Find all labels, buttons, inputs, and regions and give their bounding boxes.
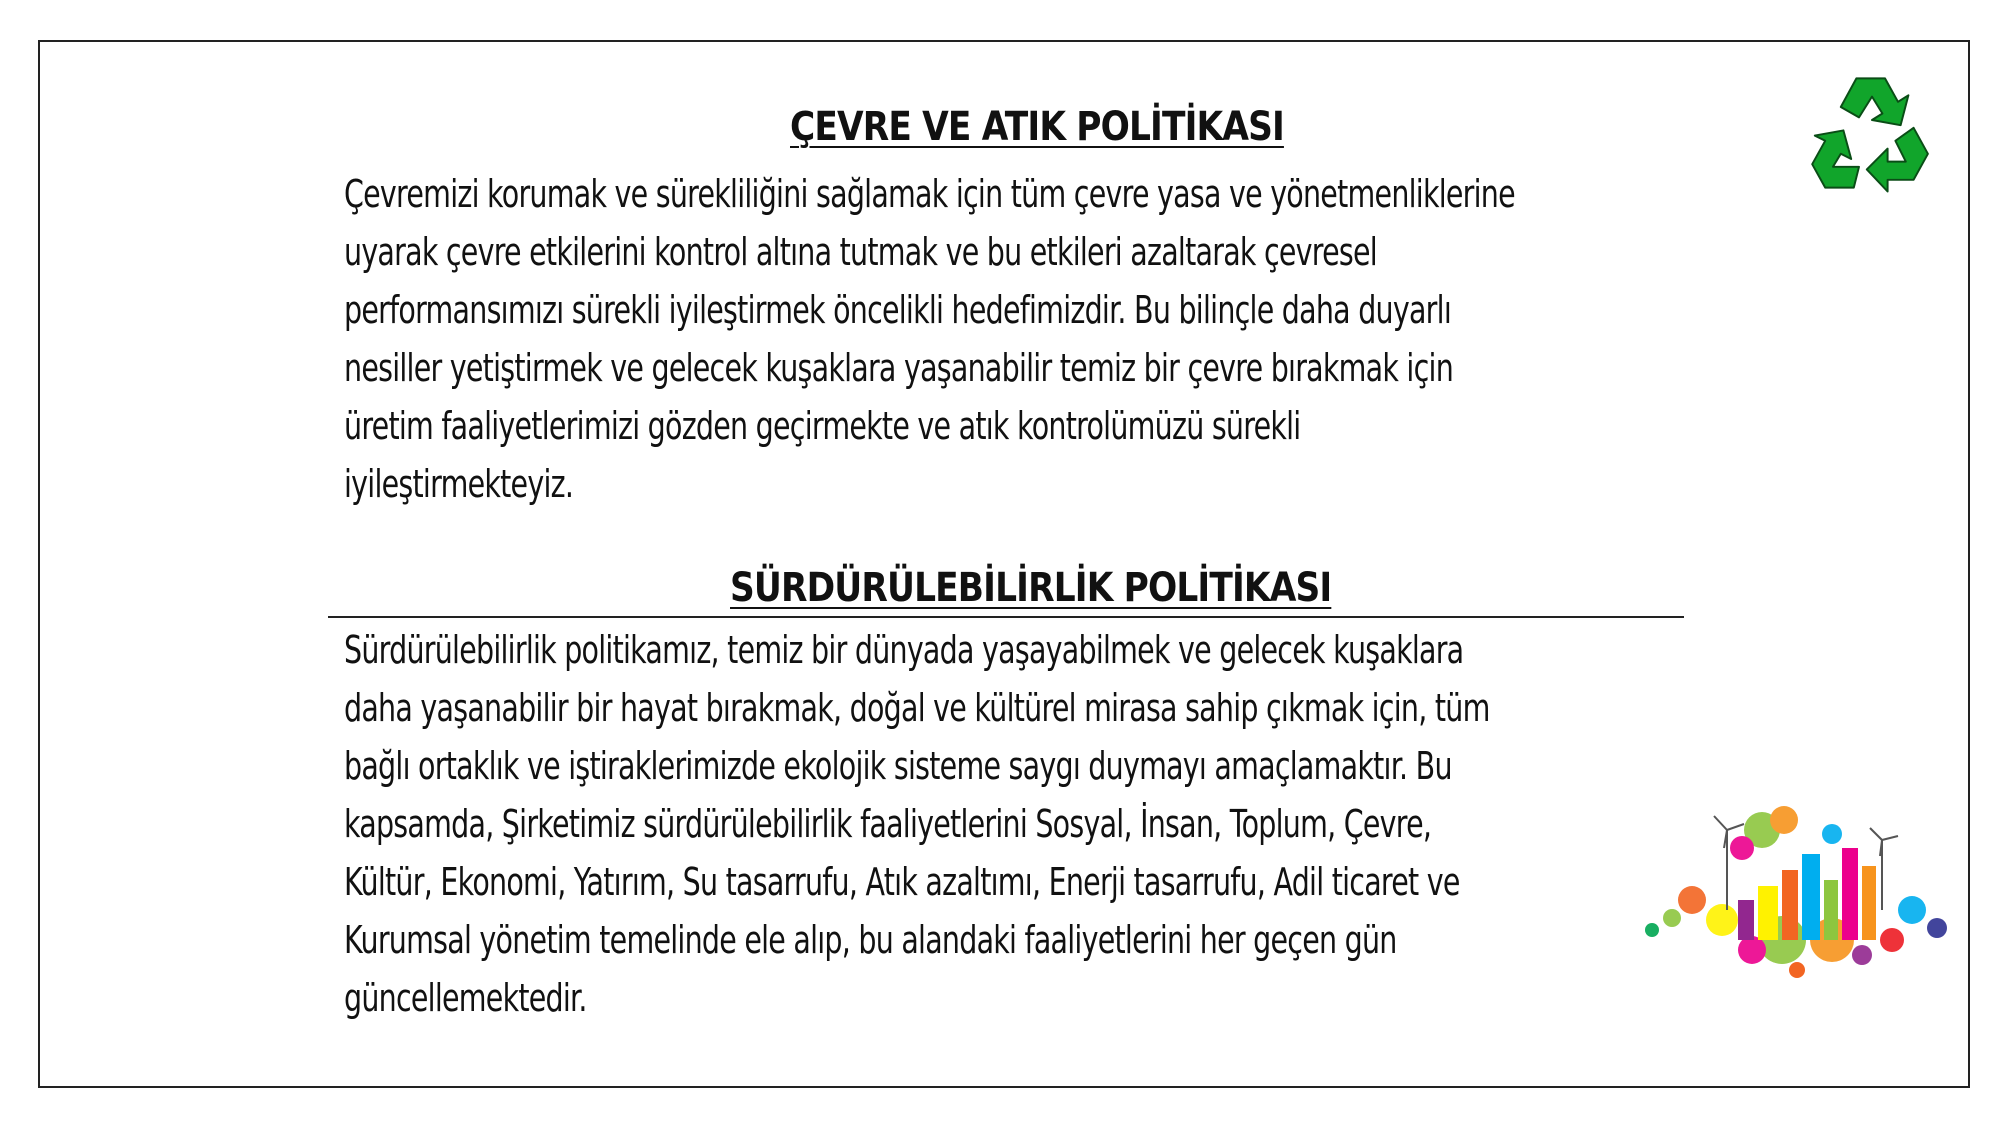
paragraph-line: bağlı ortaklık ve iştiraklerimizde ekolojik sisteme saygı duymayı amaçlamaktır. Bu [344,744,1452,788]
sustainability-policy-text [344,621,1490,1027]
recycle-icon [1806,68,1938,198]
paragraph-line: kapsamda, Şirketimiz sürdürülebilirlik faaliyetlerini Sosyal, İnsan, Toplum, Çevre, [344,802,1432,846]
environment-policy-text [344,165,1515,513]
eco-city-illustration [1632,790,1962,980]
paragraph-line: performansımızı sürekli iyileştirmek öncelikli hedefimizdir. Bu bilinçle daha duyarlı [344,288,1451,332]
sustainability-policy-heading: SÜRDÜRÜLEBİLİRLİK POLİTİKASI [730,565,1332,611]
paragraph-line: daha yaşanabilir bir hayat bırakmak, doğal ve kültürel mirasa sahip çıkmak için, tüm [344,686,1490,730]
paragraph-line: Çevremizi korumak ve sürekliliğini sağlamak için tüm çevre yasa ve yönetmenliklerine [344,172,1515,216]
paragraph-line: Kurumsal yönetim temelinde ele alıp, bu alandaki faaliyetlerini her geçen gün [344,918,1397,962]
paragraph-line: üretim faaliyetlerimizi gözden geçirmekte ve atık kontrolümüzü sürekli [344,404,1301,448]
paragraph-line: güncellemektedir. [344,976,587,1020]
paragraph-line: Sürdürülebilirlik politikamız, temiz bir dünyada yaşayabilmek ve gelecek kuşaklara [344,628,1464,672]
paragraph-line: Kültür, Ekonomi, Yatırım, Su tasarrufu, Atık azaltımı, Enerji tasarrufu, Adil ticaret ve [344,860,1460,904]
section-divider [328,616,1684,618]
environment-policy-heading: ÇEVRE VE ATIK POLİTİKASI [790,104,1284,150]
paragraph-line: nesiller yetiştirmek ve gelecek kuşaklara yaşanabilir temiz bir çevre bırakmak için [344,346,1454,390]
paragraph-line: uyarak çevre etkilerini kontrol altına tutmak ve bu etkileri azaltarak çevresel [344,230,1377,274]
paragraph-line: iyileştirmekteyiz. [344,462,574,506]
